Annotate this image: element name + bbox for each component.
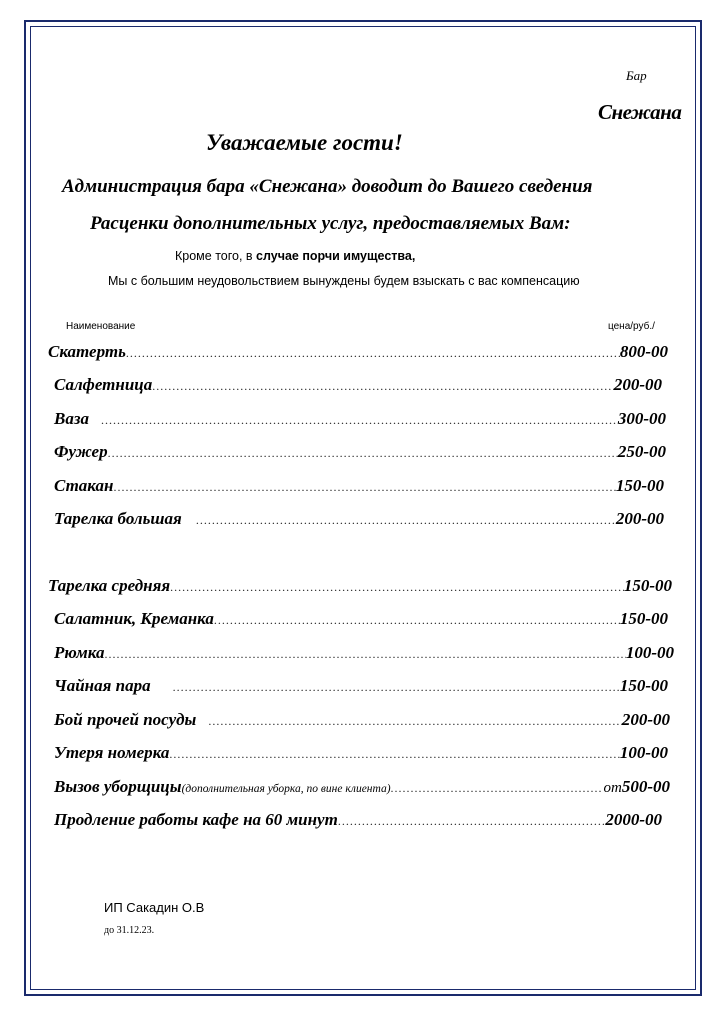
leader-dots [108, 446, 618, 461]
item-name: Салфетница [54, 375, 153, 394]
item-price: 2000-00 [605, 810, 662, 829]
price-row [54, 476, 664, 500]
price-row [54, 442, 666, 466]
extra-line-2: Мы с большим неудовольствием вынуждены будем взыскать с вас компенсацию [108, 274, 580, 288]
leader-dots [338, 814, 606, 829]
price-row [54, 375, 662, 399]
extra-line-1-text: Кроме того, в [175, 249, 257, 263]
page-border-inner [30, 26, 696, 990]
item-name: Стакан [54, 476, 114, 495]
item-price: 150-00 [623, 576, 672, 595]
column-header-price: цена/руб./ [608, 321, 655, 332]
item-price: 300-00 [617, 409, 666, 428]
item-name: Утеря номерка [54, 743, 170, 762]
greeting-title: Уважаемые гости! [206, 130, 403, 155]
notice-line-1: Администрация бара «Снежана» доводит до Вашего сведения [62, 176, 593, 197]
price-row [54, 810, 662, 834]
price-row [54, 609, 668, 633]
leader-dots [173, 680, 620, 695]
leader-dots [208, 714, 622, 729]
item-price: 150-00 [615, 476, 664, 495]
item-name: Вызов уборщицы [54, 777, 182, 796]
price-row [54, 409, 666, 433]
item-price: 100-00 [619, 743, 668, 762]
item-name: Бой прочей посуды [54, 710, 197, 729]
item-name: Тарелка средняя [48, 576, 171, 595]
item-price: 100-00 [625, 643, 674, 662]
extra-line-1-bold: случае порчи имущества, [256, 249, 416, 263]
item-name: Фужер [54, 442, 108, 461]
item-note: (дополнительная уборка, по вине клиента) [181, 783, 391, 795]
item-name: Тарелка большая [54, 509, 182, 528]
price-row [48, 342, 668, 366]
item-price: 800-00 [619, 342, 668, 361]
item-price: 150-00 [619, 676, 668, 695]
price-row [54, 777, 670, 801]
leader-dots [152, 379, 614, 394]
bar-label: Бар [626, 68, 647, 83]
leader-dots [196, 513, 616, 528]
item-name: Салатник, Креманка [54, 609, 214, 628]
price-row [54, 676, 668, 700]
notice-line-2: Расценки дополнительных услуг, предоставляемых Вам: [90, 213, 571, 234]
item-price-prefix: от [603, 780, 622, 796]
price-row [54, 743, 668, 767]
item-price: 200-00 [613, 375, 662, 394]
item-price: 500-00 [621, 777, 670, 796]
leader-dots [126, 346, 620, 361]
leader-dots [170, 580, 624, 595]
leader-dots [101, 413, 618, 428]
item-price: 200-00 [615, 509, 664, 528]
leader-dots [113, 480, 615, 495]
item-price: 250-00 [617, 442, 666, 461]
leader-dots [105, 647, 626, 662]
price-row [54, 509, 664, 533]
price-row [54, 643, 674, 667]
item-name: Ваза [54, 409, 89, 428]
column-header-name: Наименование [66, 321, 136, 332]
price-row [54, 710, 670, 734]
item-name: Чайная пара [54, 676, 151, 695]
item-name: Скатерть [48, 342, 126, 361]
item-name: Продление работы кафе на 60 минут [54, 810, 338, 829]
item-name: Рюмка [54, 643, 105, 662]
price-row [48, 576, 672, 600]
item-price: 200-00 [621, 710, 670, 729]
leader-dots [391, 781, 604, 796]
leader-dots [214, 613, 620, 628]
valid-until-date: до 31.12.23. [104, 925, 155, 936]
bar-name: Снежана [598, 100, 682, 124]
item-price: 150-00 [619, 609, 668, 628]
signature: ИП Сакадин О.В [104, 900, 205, 915]
extra-line-1 [175, 249, 415, 263]
leader-dots [169, 747, 619, 762]
